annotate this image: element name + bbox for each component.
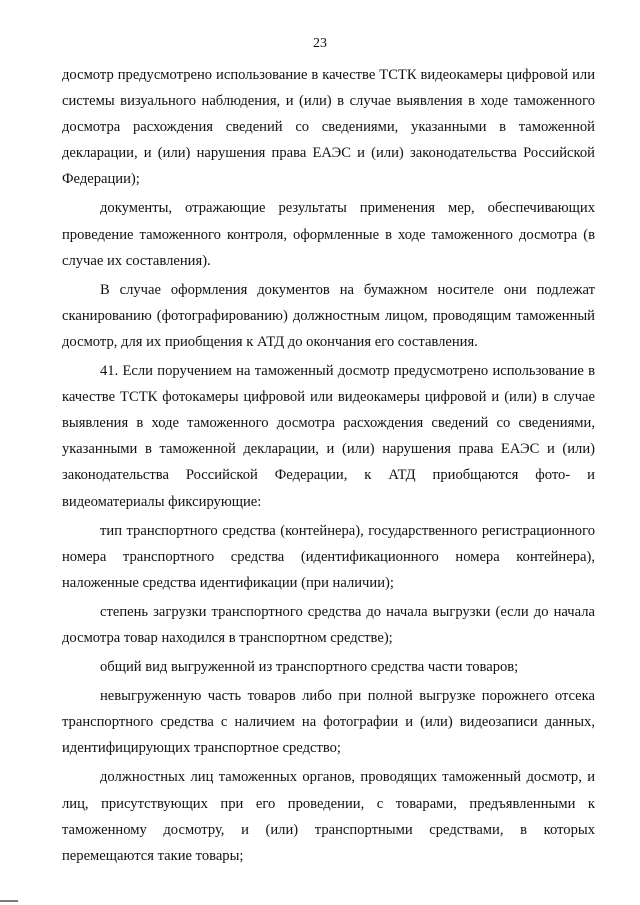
- document-body: [62, 62, 595, 869]
- paragraph-documents: документы, отражающие результаты применения мер, обеспечивающих проведение таможенного контроля, оформленные в ходе таможенного досмотра (в случае их составления).: [62, 200, 595, 269]
- paragraph-continuation: досмотр предусмотрено использование в качестве ТСТК видеокамеры цифровой или системы визуального наблюдения, и (или) в случае выявления в ходе таможенного досмотра расхождения сведений со сведениями, указанными в таможенной декларации, и (или) нарушения права ЕАЭС и (или) законодательства Российской Федерации);: [62, 67, 595, 188]
- paragraph-loading-degree: степень загрузки транспортного средства до начала выгрузки (если до начала досмотра товар находился в транспортном средстве);: [62, 603, 595, 646]
- paragraph-remaining-goods: невыгруженную часть товаров либо при полной выгрузке порожнего отсека транспортного средства с наличием на фотографии и (или) видеозаписи данных, идентифицирующих транспортное средство;: [62, 688, 595, 757]
- paragraph-unloaded-view: общий вид выгруженной из транспортного средства части товаров;: [100, 659, 519, 676]
- page-number: 23: [313, 36, 327, 51]
- paragraph-officials: должностных лиц таможенных органов, проводящих таможенный досмотр, и лиц, присутствующих при его проведении, с товарами, предъявленными к таможенному досмотру, и (или) транспортными средствами, в которых перемещаются такие товары;: [62, 769, 595, 864]
- paragraph-paper-scanning: В случае оформления документов на бумажном носителе они подлежат сканированию (фотографированию) должностным лицом, проводящим таможенный досмотр, для их приобщения к АТД до окончания его составления.: [62, 281, 595, 350]
- paragraph-vehicle-type: тип транспортного средства (контейнера), государственного регистрационного номера транспортного средства (идентификационного номера контейнера), наложенные средства идентификации (при наличии);: [62, 522, 595, 591]
- paragraph-item-41: 41. Если поручением на таможенный досмотр предусмотрено использование в качестве ТСТК фотокамеры цифровой или видеокамеры цифровой и (или) в случае выявления в ходе таможенного досмотра расхождения сведений со сведениями, указанными в таможенной декларации, и (или) нарушения права ЕАЭС и (или) законодательства Российской Федерации, к АТД приобщаются фото- и видеоматериалы фиксирующие:: [62, 363, 595, 510]
- scan-edge-mark: [0, 900, 18, 902]
